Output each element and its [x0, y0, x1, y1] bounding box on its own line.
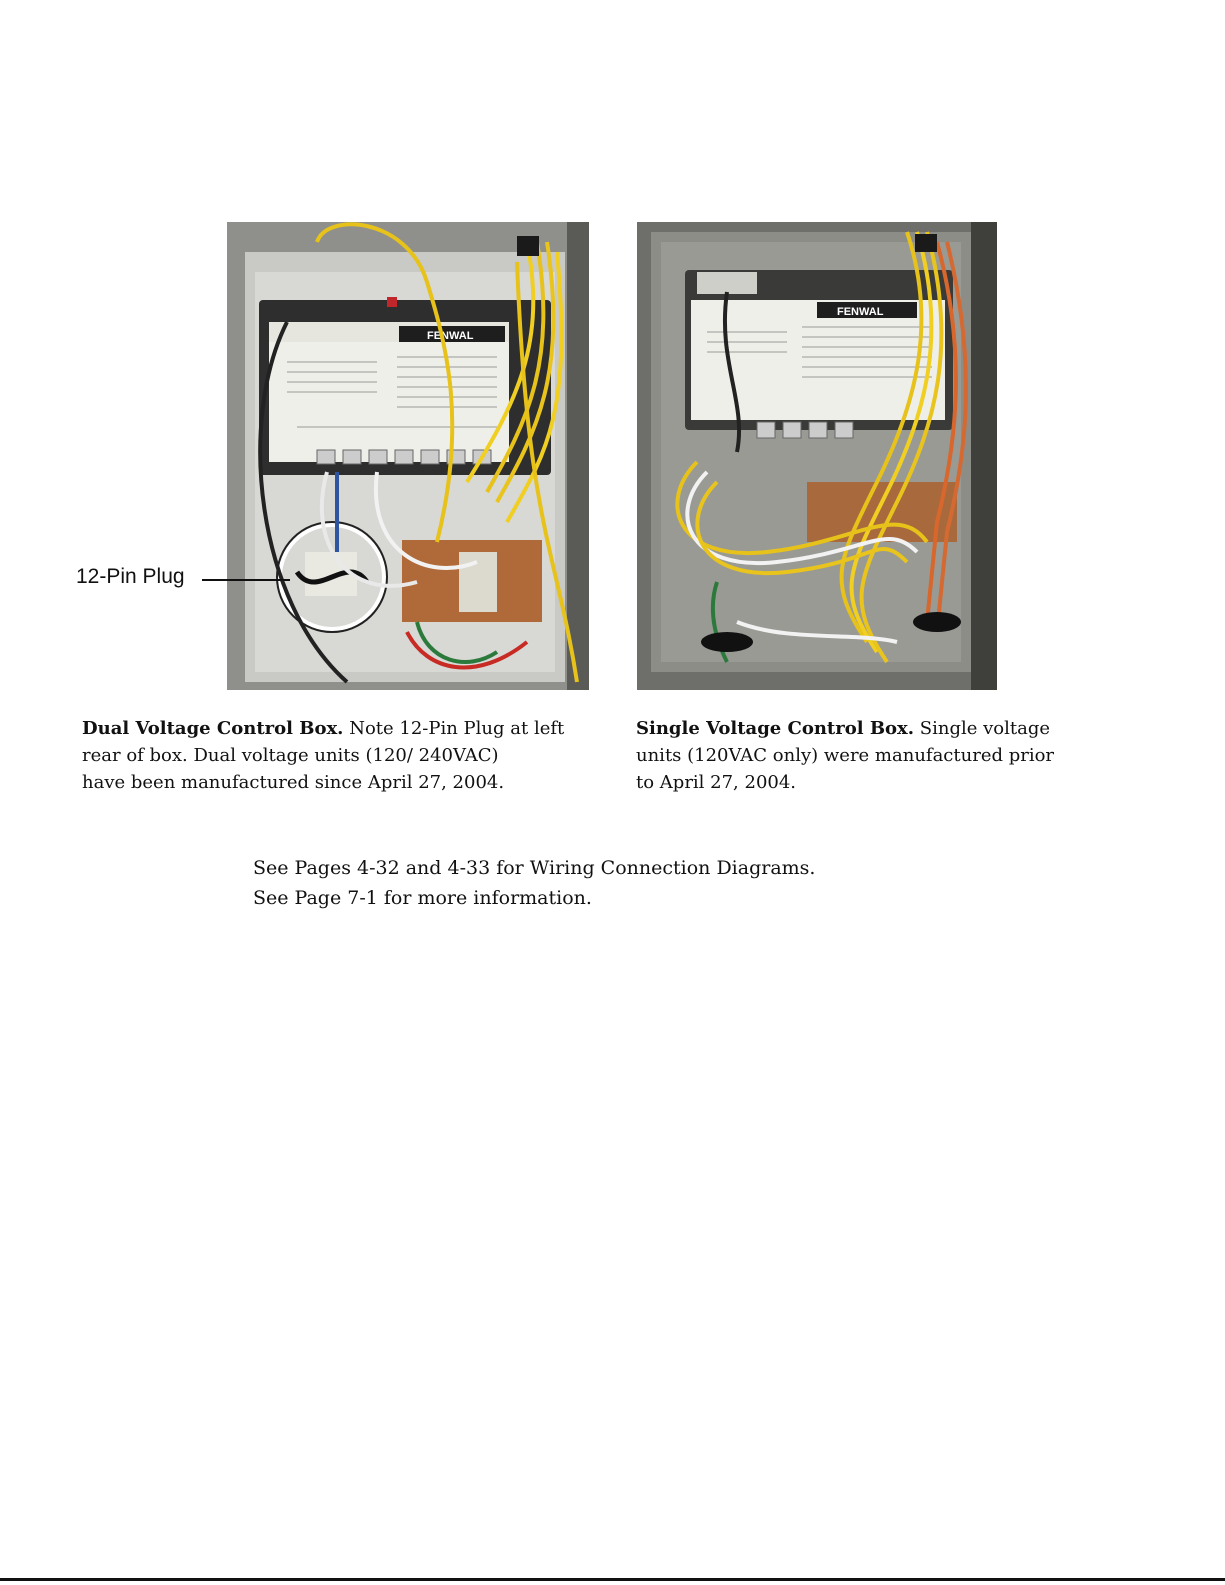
dual-voltage-caption-line-3: have been manufactured since April 27, 2004. [82, 772, 505, 793]
single-voltage-caption [636, 715, 1106, 796]
single-voltage-caption-line-2: units (120VAC only) were manufactured prior [636, 745, 1055, 766]
single-voltage-caption-line-3: to April 27, 2004. [636, 772, 797, 793]
wiring-diagram-reference: See Pages 4-32 and 4-33 for Wiring Connection Diagrams. [253, 857, 816, 879]
dual-voltage-control-box-photo [227, 222, 589, 690]
bottom-rule [0, 1578, 1225, 1581]
single-voltage-control-box-photo [637, 222, 997, 690]
more-info-reference: See Page 7-1 for more information. [253, 887, 592, 909]
fenwal-logo-left: FENWAL [427, 330, 474, 342]
single-voltage-caption-title: Single Voltage Control Box. [636, 718, 915, 739]
12-pin-plug-callout: 12-Pin Plug [76, 565, 185, 588]
dual-voltage-caption-title: Dual Voltage Control Box. [82, 718, 344, 739]
dual-voltage-caption-line-2: rear of box. Dual voltage units (120/ 240VAC) [82, 745, 499, 766]
dual-voltage-caption-line-1: Note 12-Pin Plug at left [349, 718, 565, 739]
dual-voltage-caption [82, 715, 592, 796]
callout-leader-line [202, 579, 290, 581]
fenwal-logo-right: FENWAL [837, 306, 884, 318]
single-voltage-caption-line-1: Single voltage [919, 718, 1051, 739]
page-references [253, 853, 815, 913]
